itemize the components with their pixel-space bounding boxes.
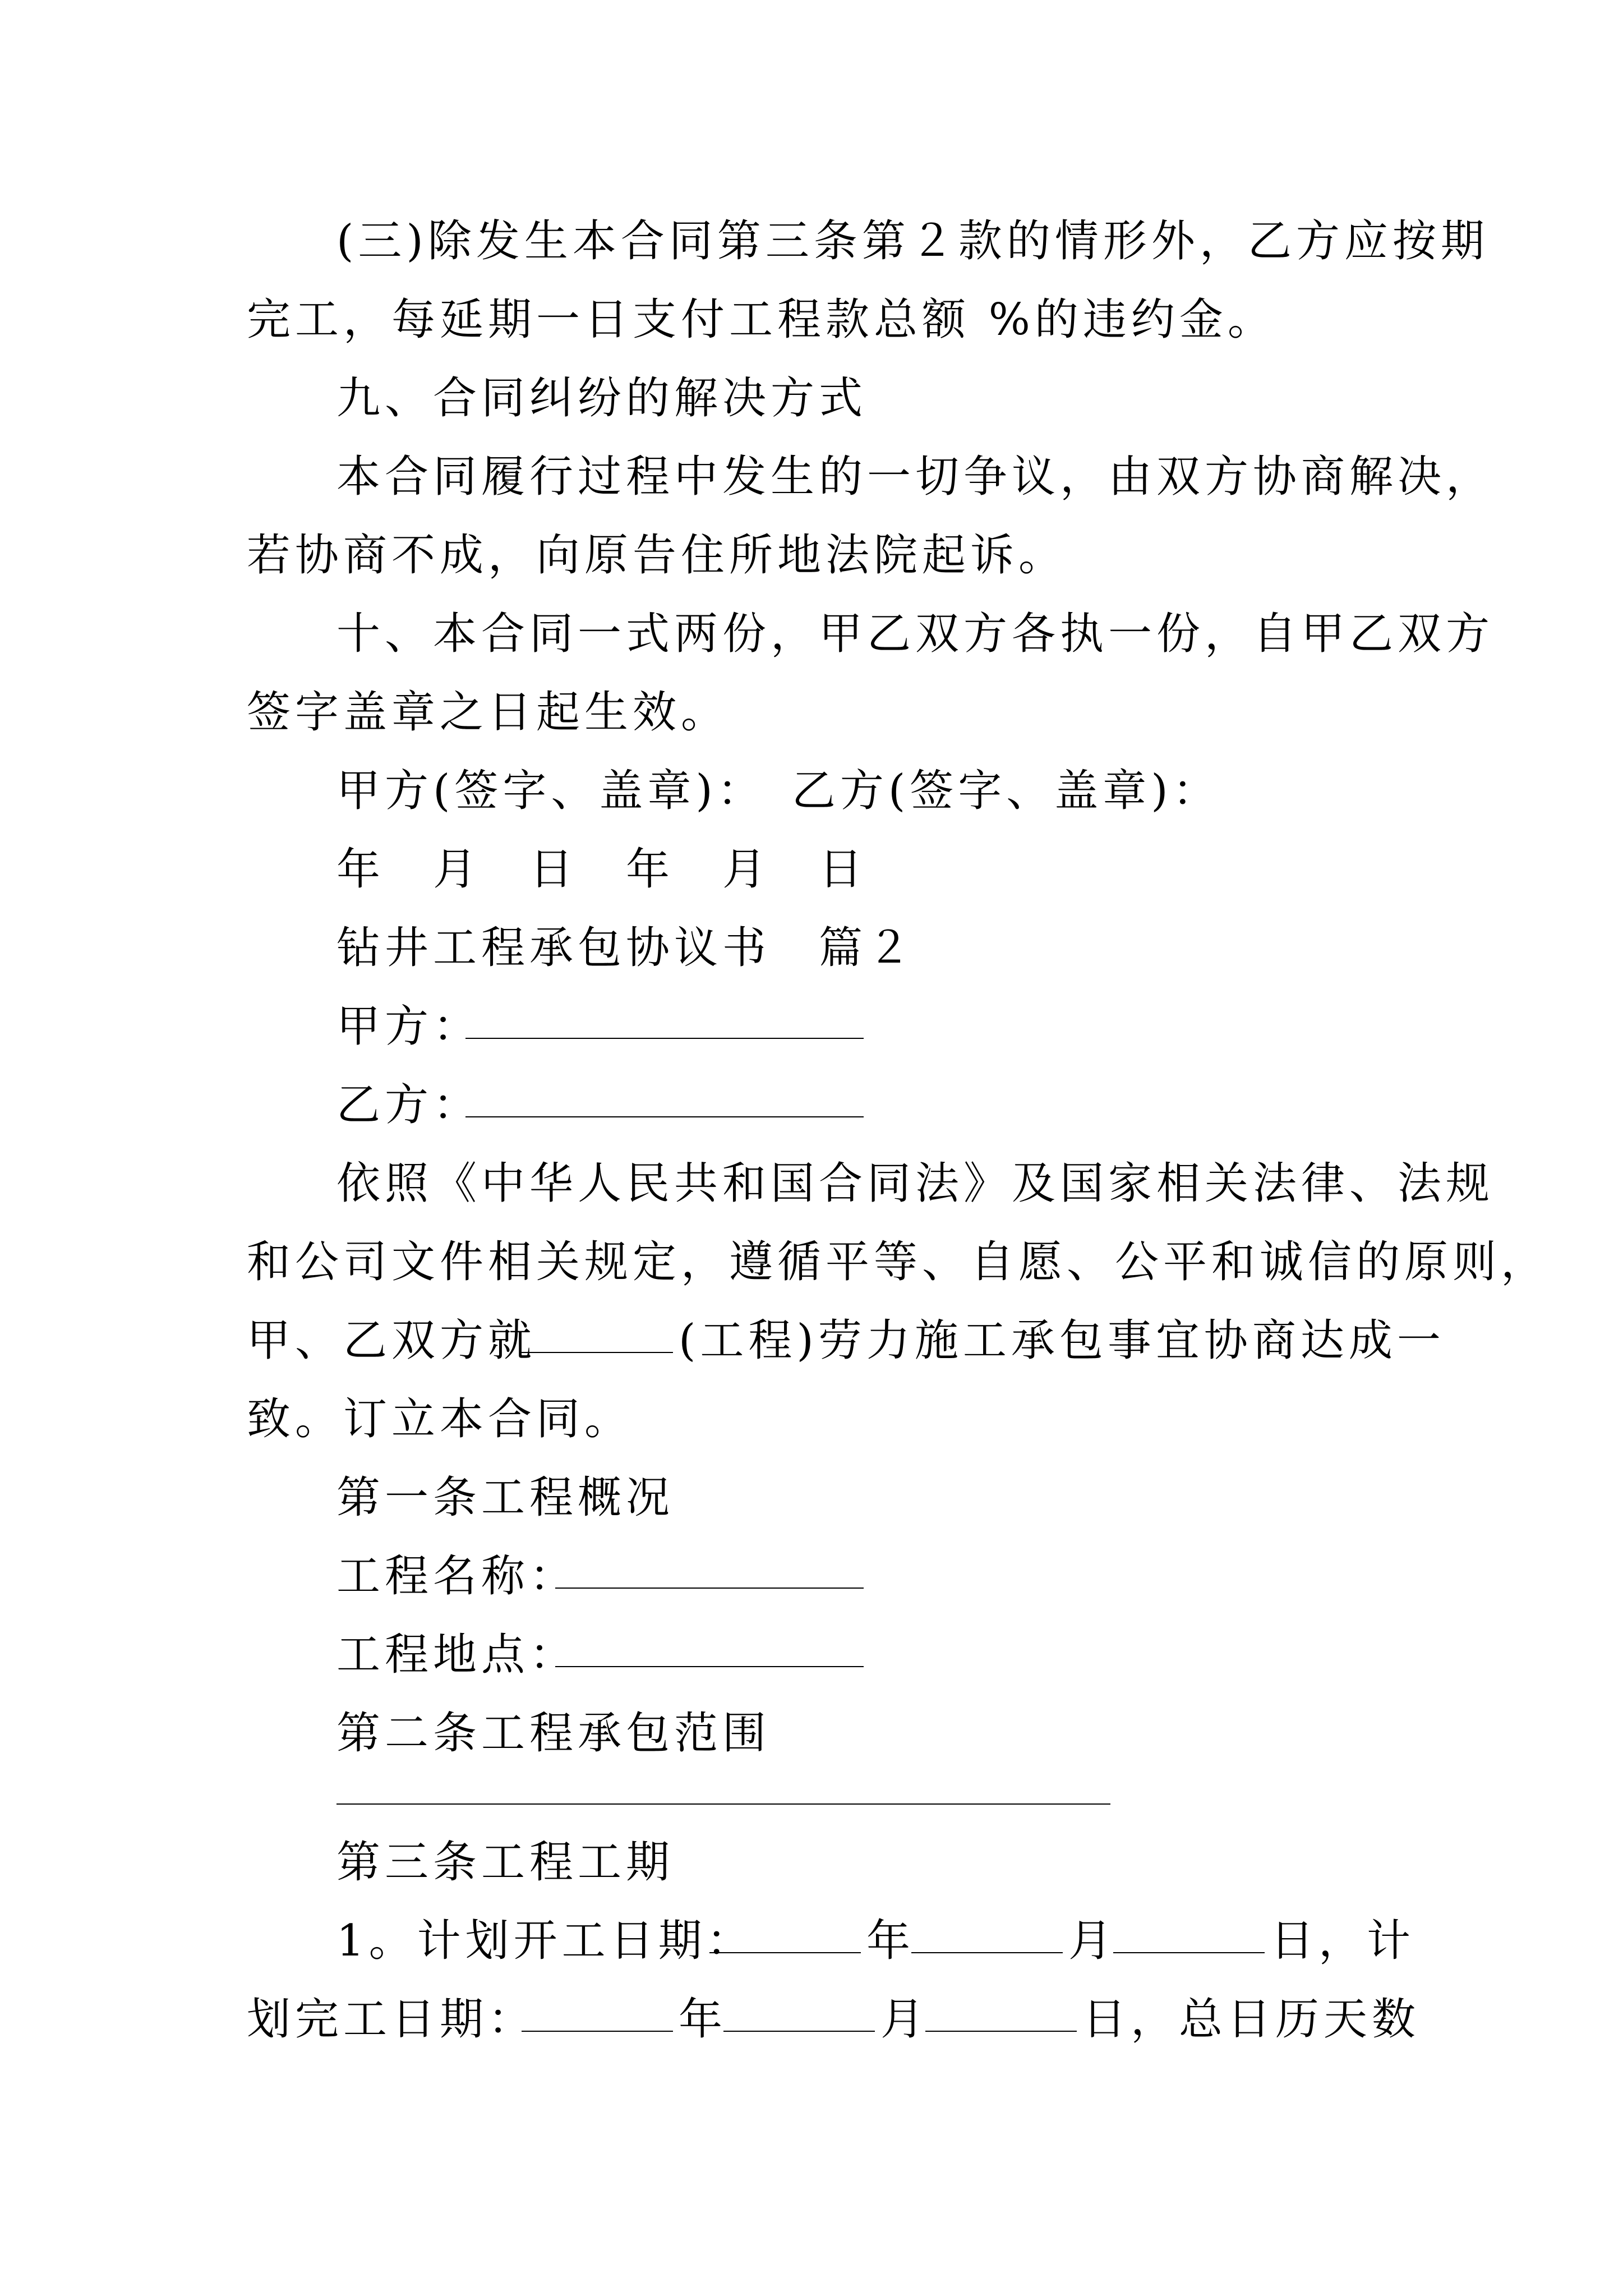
party-b-label: 乙方： [336, 1080, 482, 1130]
party-a-label: 甲方： [336, 1001, 482, 1052]
article-3-heading: 第三条工程工期 [336, 1837, 675, 1888]
section-10-line-1: 十、本合同一式两份，甲乙双方各执一份，自甲乙双方 [336, 609, 1495, 659]
scope-blank [336, 1803, 1110, 1805]
start-year-label: 年 [866, 1916, 915, 1966]
dispute-line-2: 若协商不成，向原告住所地法院起诉。 [247, 530, 1067, 581]
dispute-line-1: 本合同履行过程中发生的一切争议，由双方协商解决， [336, 452, 1495, 502]
signature-line: 甲方(签字、盖章)： 乙方(签字、盖章)： [336, 766, 1221, 816]
article-1-heading: 第一条工程概况 [336, 1473, 675, 1523]
start-day-blank [1113, 1952, 1265, 1953]
clause-3-line-2: 完工，每延期一日支付工程款总额 %的违约金。 [247, 295, 1276, 345]
project-name-blank [555, 1588, 864, 1589]
start-year-blank [709, 1952, 861, 1953]
project-location-blank [555, 1666, 864, 1667]
finish-year-label: 年 [679, 1994, 727, 2045]
start-day-label: 日，计 [1270, 1916, 1415, 1966]
start-month-label: 月 [1068, 1916, 1117, 1966]
clause-3-line-1: (三)除发生本合同第三条第２款的情形外，乙方应按期 [336, 216, 1489, 266]
date-line: 年 月 日 年 月 日 [336, 844, 868, 895]
finish-month-blank [723, 2031, 875, 2032]
project-blank [522, 1352, 673, 1353]
preamble-line-3-end: (工程)劳力施工承包事宜协商达成一 [679, 1315, 1445, 1366]
project-name-label: 工程名称： [336, 1551, 578, 1602]
finish-day-label: 日，总日历天数 [1082, 1994, 1421, 2045]
finish-date-label: 划完工日期： [247, 1994, 537, 2045]
finish-day-blank [925, 2031, 1077, 2032]
start-date-label: 1。计划开工日期： [336, 1916, 755, 1966]
contract-2-title: 钻井工程承包协议书 篇２ [336, 923, 916, 973]
start-month-blank [911, 1952, 1063, 1953]
finish-month-label: 月 [880, 1994, 929, 2045]
article-2-heading: 第二条工程承包范围 [336, 1708, 771, 1759]
preamble-line-2: 和公司文件相关规定，遵循平等、自愿、公平和诚信的原则， [247, 1237, 1550, 1287]
section-10-line-2: 签字盖章之日起生效。 [247, 687, 730, 738]
section-9-heading: 九、合同纠纷的解决方式 [336, 373, 868, 424]
preamble-line-4: 致。订立本合同。 [247, 1394, 633, 1444]
project-location-label: 工程地点： [336, 1630, 578, 1680]
preamble-line-3-start: 甲、乙双方就 [247, 1315, 537, 1366]
finish-year-blank [522, 2031, 673, 2032]
party-a-blank [465, 1038, 864, 1039]
party-b-blank [465, 1116, 864, 1117]
preamble-line-1: 依照《中华人民共和国合同法》及国家相关法律、法规 [336, 1158, 1495, 1209]
